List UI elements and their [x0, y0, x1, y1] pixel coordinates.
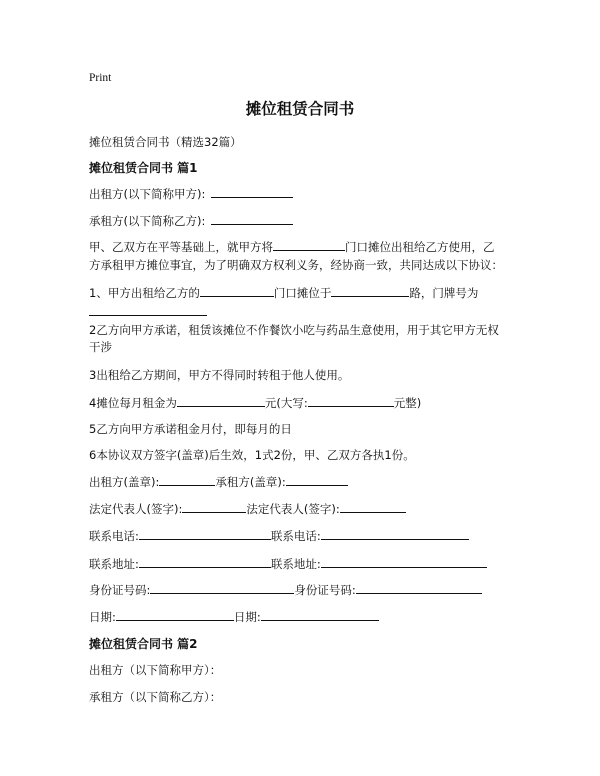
intro-text-b: 门口摊位出租给乙方使用，乙 [345, 240, 495, 254]
date1-label: 日期: [89, 610, 116, 624]
item5-line: 5乙方向甲方承诺租金月付，即每月的日 [89, 422, 292, 436]
item4-blank-b [308, 395, 394, 407]
lessor-seal-label: 出租方(盖章): [89, 475, 160, 489]
item3-line: 3出租给乙方期间，甲方不得同时转租于他人使用。 [89, 368, 350, 382]
item2-line-1: 2乙方向甲方承诺，租赁该摊位不作餐饮小吃与药品生意使用，用于其它甲方无权 [89, 323, 499, 337]
address-line [89, 556, 487, 572]
date1-blank [116, 609, 234, 621]
date-line [89, 609, 379, 625]
item1-blank-b [331, 285, 409, 297]
document-title: 摊位租赁合同书 [245, 100, 355, 118]
lessor-line [89, 186, 293, 202]
item6-line: 6本协议双方签字(盖章)后生效，1式2份，甲、乙双方各执1份。 [89, 448, 415, 462]
rep1-blank [182, 501, 246, 513]
item1-text-c: 路，门牌号为 [409, 286, 479, 300]
phone2-blank [321, 528, 469, 540]
lessee-blank [211, 213, 293, 225]
phone-line [89, 528, 469, 544]
seal-line [89, 474, 348, 490]
phone1-label: 联系电话: [89, 529, 139, 543]
intro-text-a: 甲、乙双方在平等基础上，就甲方将 [89, 240, 273, 254]
rep2-label: 法定代表人(签字): [246, 502, 340, 516]
phone2-label: 联系电话: [270, 529, 321, 543]
print-label: Print [89, 72, 112, 84]
section-heading-1: 摊位租赁合同书 篇1 [89, 161, 198, 175]
rep1-label: 法定代表人(签字): [89, 502, 183, 516]
lessor-blank [211, 186, 293, 198]
date2-blank [261, 609, 379, 621]
date2-label: 日期: [233, 610, 261, 624]
lessee-label: 承租方(以下简称乙方): [89, 214, 206, 228]
item1-blank-c [89, 304, 207, 316]
lessee-seal-label: 承租方(盖章): [215, 475, 286, 489]
section2-lessor-line: 出租方（以下简称甲方）： [89, 663, 222, 677]
section-heading-2: 摊位租赁合同书 篇2 [89, 637, 198, 651]
lessor-label: 出租方(以下简称甲方): [89, 187, 206, 201]
rep2-blank [340, 501, 406, 513]
item1-text-b: 门口摊位于 [273, 286, 332, 300]
intro-line-2: 方承租甲方摊位事宜，为了明确双方权利义务，经协商一致，共同达成以下协议： [89, 258, 503, 272]
item1-text-a: 1、甲方出租给乙方的 [89, 286, 200, 300]
item1-line [89, 285, 478, 301]
lessee-line [89, 213, 293, 229]
intro-blank [273, 239, 345, 251]
item1-blank-a [200, 285, 274, 297]
address2-blank [321, 556, 487, 568]
document-subtitle: 摊位租赁合同书（精选32篇） [89, 135, 242, 149]
id1-label: 身份证号码: [89, 583, 151, 597]
item4-text-b: 元(大写: [264, 396, 308, 410]
lessee-seal-blank [286, 474, 348, 486]
item2-line-2: 干涉 [89, 340, 112, 354]
id2-blank [356, 582, 482, 594]
address1-label: 联系地址: [89, 557, 139, 571]
id2-label: 身份证号码: [294, 583, 356, 597]
item4-text-c: 元整) [393, 396, 422, 410]
item4-line [89, 395, 421, 411]
lessor-seal-blank [159, 474, 215, 486]
item4-text-a: 4摊位每月租金为 [89, 396, 177, 410]
address2-label: 联系地址: [270, 557, 321, 571]
item1-continuation [89, 304, 207, 320]
id-line [89, 582, 482, 598]
item4-blank-a [177, 395, 265, 407]
representative-line [89, 501, 406, 517]
intro-line-1 [89, 239, 495, 255]
address1-blank [139, 556, 271, 568]
phone1-blank [139, 528, 271, 540]
section2-lessee-line: 承租方（以下简称乙方）： [89, 690, 222, 704]
id1-blank [150, 582, 294, 594]
